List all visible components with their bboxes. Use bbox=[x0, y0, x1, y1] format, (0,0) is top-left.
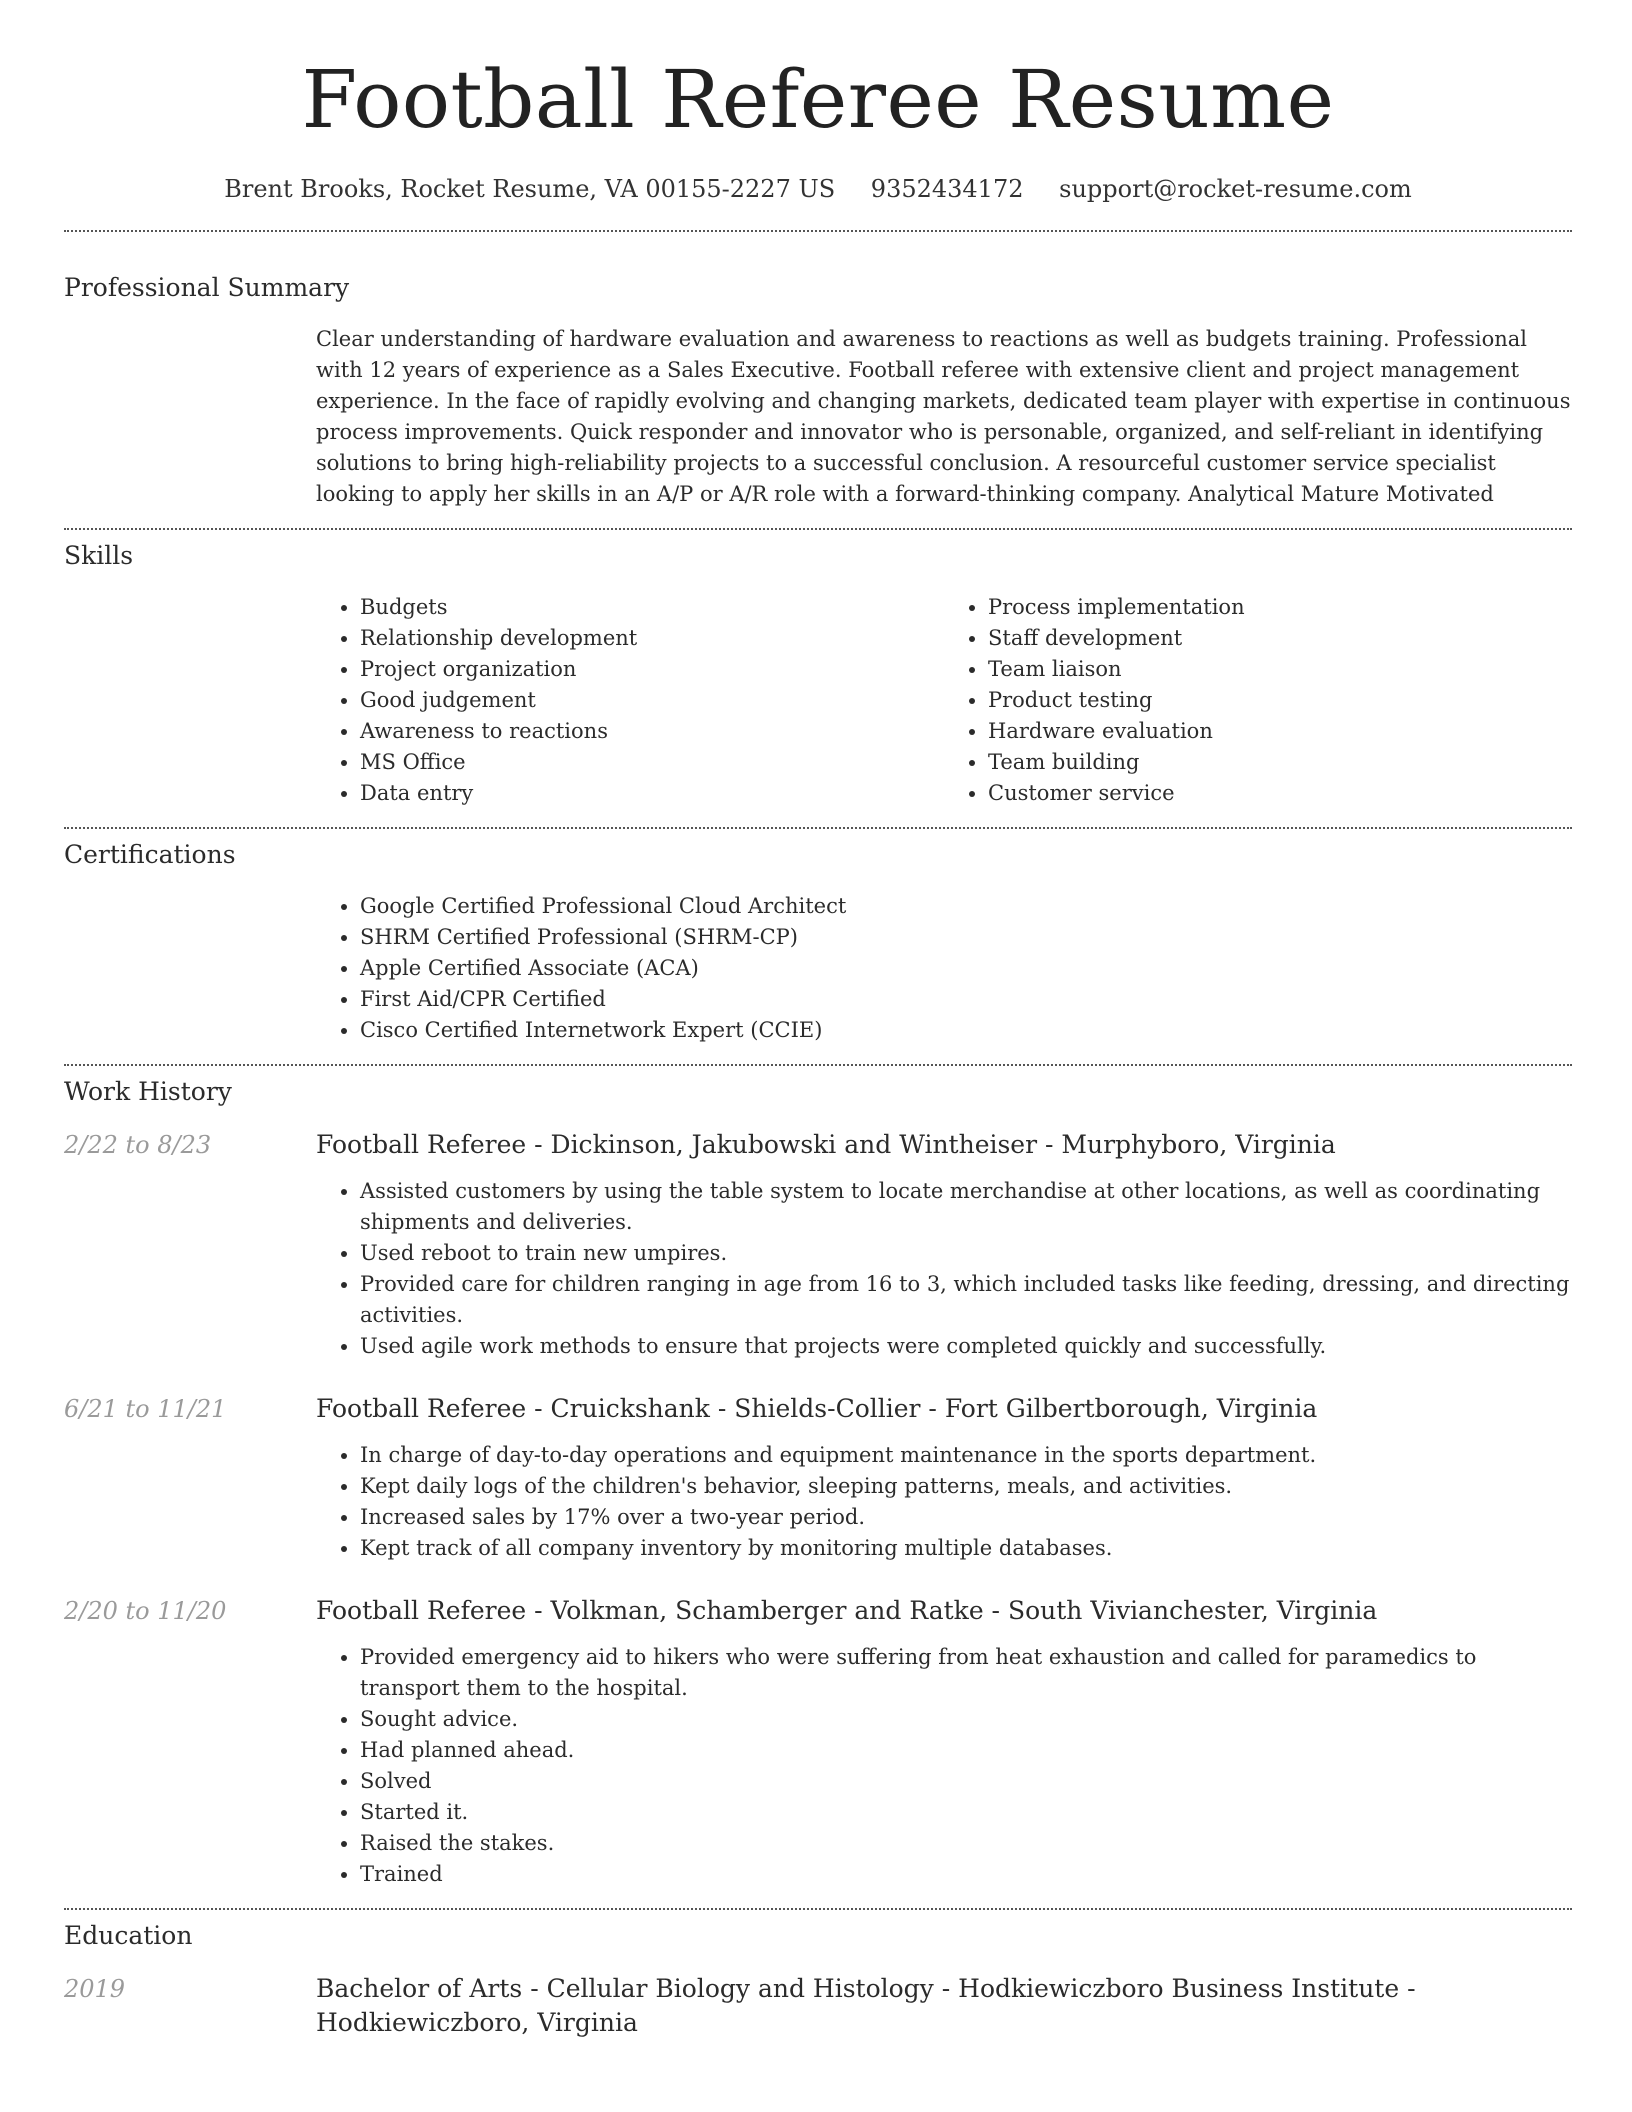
job-entry bbox=[64, 1128, 1572, 1362]
education-date: 2019 bbox=[64, 1975, 126, 2003]
section-divider bbox=[64, 827, 1572, 829]
list-item: • Staff development bbox=[988, 623, 1572, 654]
job-entry bbox=[64, 1594, 1572, 1890]
education-entry bbox=[64, 1972, 1572, 2040]
list-item: • Kept track of all company inventory by monitoring multiple databases. bbox=[360, 1533, 1572, 1564]
list-item: • Customer service bbox=[988, 778, 1572, 809]
list-item: • Kept daily logs of the children's behavior, sleeping patterns, meals, and activities. bbox=[360, 1471, 1572, 1502]
skills-grid bbox=[316, 592, 1572, 809]
list-item: • Hardware evaluation bbox=[988, 716, 1572, 747]
work-history-section bbox=[64, 1076, 1572, 1890]
job-bullets bbox=[316, 1642, 1572, 1890]
certifications-section bbox=[64, 839, 1572, 1046]
list-item: • Assisted customers by using the table system to locate merchandise at other locations, as well as coordinating shipments and deliveries. bbox=[360, 1176, 1572, 1238]
education-section bbox=[64, 1920, 1572, 2040]
contact-address: Brent Brooks, Rocket Resume, VA 00155-2227 US bbox=[224, 175, 836, 203]
job-title: Football Referee - Volkman, Schamberger and Ratke - South Vivianchester, Virginia bbox=[316, 1596, 1378, 1625]
section-divider bbox=[64, 528, 1572, 530]
list-item: • Had planned ahead. bbox=[360, 1735, 1572, 1766]
job-details bbox=[316, 1392, 1572, 1564]
contact-line bbox=[64, 174, 1572, 204]
list-item: • Used reboot to train new umpires. bbox=[360, 1238, 1572, 1269]
job-date: 2/22 to 8/23 bbox=[64, 1131, 212, 1159]
skills-section bbox=[64, 540, 1572, 809]
list-item: • First Aid/CPR Certified bbox=[360, 984, 1572, 1015]
list-item: • Solved bbox=[360, 1766, 1572, 1797]
list-item: • Increased sales by 17% over a two-year period. bbox=[360, 1502, 1572, 1533]
job-bullets bbox=[316, 1176, 1572, 1362]
summary-heading: Professional Summary bbox=[64, 273, 350, 302]
list-item: • Relationship development bbox=[360, 623, 944, 654]
job-details bbox=[316, 1128, 1572, 1362]
job-details bbox=[316, 1594, 1572, 1890]
list-item: • Team liaison bbox=[988, 654, 1572, 685]
list-item: • Process implementation bbox=[988, 592, 1572, 623]
list-item: • In charge of day-to-day operations and equipment maintenance in the sports department. bbox=[360, 1440, 1572, 1471]
list-item: • Raised the stakes. bbox=[360, 1828, 1572, 1859]
list-item: • Good judgement bbox=[360, 685, 944, 716]
list-item: • Provided care for children ranging in age from 16 to 3, which included tasks like feeding, dressing, and directing activities. bbox=[360, 1269, 1572, 1331]
list-item: • Team building bbox=[988, 747, 1572, 778]
list-item: • Trained bbox=[360, 1859, 1572, 1890]
summary-section bbox=[64, 272, 1572, 510]
section-divider bbox=[64, 230, 1572, 232]
resume-page bbox=[64, 0, 1572, 2040]
contact-email: support@rocket-resume.com bbox=[1059, 175, 1412, 203]
summary-text: Clear understanding of hardware evaluation and awareness to reactions as well as budgets training. Professional with 12 years of experience as a Sales Executive. Football referee with extensive client and project management experience. In the face of rapidly evolving and changing markets, dedicated team player with expertise in continuous process improvements. Quick responder and innovator who is personable, organized, and self-reliant in identifying solutions to bring high-reliability projects to a successful conclusion. A resourceful customer service specialist looking to apply her skills in an A/P or A/R role with a forward-thinking company. Analytical Mature Motivated bbox=[316, 327, 1571, 506]
list-item: • Used agile work methods to ensure that projects were completed quickly and successfully. bbox=[360, 1331, 1572, 1362]
job-title: Football Referee - Dickinson, Jakubowski and Wintheiser - Murphyboro, Virginia bbox=[316, 1130, 1336, 1159]
education-title: Bachelor of Arts - Cellular Biology and Histology - Hodkiewiczboro Business Institute - Hodkiewiczboro, Virginia bbox=[316, 1974, 1416, 2037]
certifications-heading: Certifications bbox=[64, 840, 236, 869]
section-divider bbox=[64, 1064, 1572, 1066]
list-item: • Sought advice. bbox=[360, 1704, 1572, 1735]
list-item: • Product testing bbox=[988, 685, 1572, 716]
list-item: • Apple Certified Associate (ACA) bbox=[360, 953, 1572, 984]
list-item: • SHRM Certified Professional (SHRM-CP) bbox=[360, 922, 1572, 953]
contact-phone: 9352434172 bbox=[870, 175, 1024, 203]
list-item: • Cisco Certified Internetwork Expert (CCIE) bbox=[360, 1015, 1572, 1046]
list-item: • Provided emergency aid to hikers who were suffering from heat exhaustion and called for paramedics to transport them to the hospital. bbox=[360, 1642, 1572, 1704]
job-entry bbox=[64, 1392, 1572, 1564]
education-heading: Education bbox=[64, 1921, 193, 1950]
list-item: • Budgets bbox=[360, 592, 944, 623]
section-divider bbox=[64, 1908, 1572, 1910]
job-date: 2/20 to 11/20 bbox=[64, 1597, 227, 1625]
list-item: • Data entry bbox=[360, 778, 944, 809]
list-item: • Google Certified Professional Cloud Architect bbox=[360, 891, 1572, 922]
list-item: • MS Office bbox=[360, 747, 944, 778]
list-item: • Project organization bbox=[360, 654, 944, 685]
list-item: • Started it. bbox=[360, 1797, 1572, 1828]
resume-title: Football Referee Resume bbox=[301, 53, 1335, 146]
list-item: • Awareness to reactions bbox=[360, 716, 944, 747]
education-details bbox=[316, 1972, 1572, 2040]
certifications-list bbox=[316, 891, 1572, 1046]
skills-heading: Skills bbox=[64, 541, 134, 570]
skills-list-right bbox=[944, 592, 1572, 809]
job-bullets bbox=[316, 1440, 1572, 1564]
skills-list-left bbox=[316, 592, 944, 809]
work-history-heading: Work History bbox=[64, 1077, 232, 1106]
job-date: 6/21 to 11/21 bbox=[64, 1395, 227, 1423]
job-title: Football Referee - Cruickshank - Shields-Collier - Fort Gilbertborough, Virginia bbox=[316, 1394, 1318, 1423]
